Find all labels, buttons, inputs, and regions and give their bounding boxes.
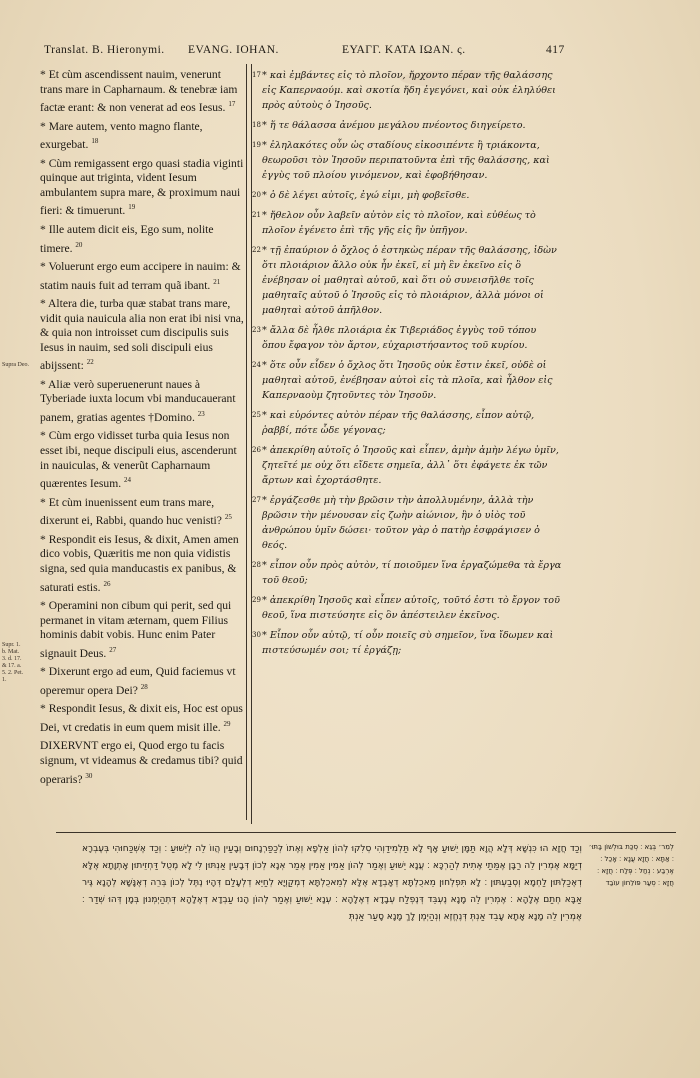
page-number: 417 bbox=[546, 44, 565, 56]
greek-verse bbox=[252, 443, 562, 488]
greek-verse-text: * ὅτε οὖν εἶδεν ὁ ὄχλος ὅτι Ἰησοῦς οὐκ ἔστιν ἐκεῖ, οὐδὲ οἱ μαθηταὶ αὐτοῦ, ἐνέβησαν αὐτοὶ εἰς τὰ πλοῖα, καὶ ἦλθον εἰς Καπερναοὺμ ζητοῦντες τὸν Ἰησοῦν. bbox=[262, 360, 553, 401]
greek-verse bbox=[252, 188, 562, 203]
verse-number: 20 bbox=[75, 240, 83, 249]
verse-number: 28 bbox=[140, 682, 148, 691]
greek-verse bbox=[252, 118, 562, 133]
verse-number: 20 bbox=[252, 191, 261, 199]
latin-verse bbox=[40, 702, 245, 735]
latin-verse-text: * Mare autem, vento magno flante, exurgebat. bbox=[40, 119, 203, 152]
greek-verse-text: * ἀπεκρίθη Ἰησοῦς καὶ εἶπεν αὐτοῖς, τοῦτό ἐστι τὸ ἔργον τοῦ θεοῦ, ἵνα πιστεύσητε εἰς ὃν ἀπέστειλεν ἐκεῖνος. bbox=[262, 595, 560, 621]
greek-verse bbox=[252, 243, 562, 318]
verse-number: 19 bbox=[252, 141, 261, 149]
header-gospel-greek: ΕΥΑΓΓ. ΚΑΤΑ ΙΩΑΝ. ς. bbox=[342, 44, 466, 56]
latin-verse-text: * Voluerunt ergo eum accipere in nauim: & statim nauis fuit ad terram quã ibant. bbox=[40, 259, 241, 292]
margin-gloss-references: Supr. 1. b. Mat. 3. d. 17. & 17. a. 5. 2. Pet. 1. bbox=[2, 642, 24, 683]
greek-verse-text: * Εἶπον οὖν αὐτῷ, τί οὖν ποιεῖς σὺ σημεῖον, ἵνα ἴδωμεν καὶ πιστεύσωμέν σοι; τί ἐργάζῃ; bbox=[262, 630, 554, 656]
verse-number: 24 bbox=[252, 361, 261, 369]
verse-number: 21 bbox=[213, 277, 221, 286]
latin-verse bbox=[40, 496, 245, 529]
aramaic-gloss: לְמִר׳ בְּגֵא ׃ סְכַּת בּוּלְשׁוֹן בַּתּוּ׳ ׃ אַתָּא ׃ חֲזָא עֲנָא ׃ אָכַל ׃ אֶרְבַע ׃ נְחַל ׃ פְּלַח ׃ חֲזָא ׃ חֲזָא ׃ סְעַר פּוֹלֵחוֹן עוֹבַד bbox=[588, 843, 674, 887]
greek-verse-text: * ἐληλακότες οὖν ὡς σταδίους εἰκοσιπέντε ἢ τριάκοντα, θεωροῦσι τὸν Ἰησοῦν περιπατοῦντα ἐπὶ τῆς θαλάσσης, καὶ ἐγγὺς τοῦ πλοίου γινόμενον, καὶ ἐφοβήθησαν. bbox=[262, 140, 550, 181]
latin-verse-text: * Et cùm ascendissent nauim, venerunt trans mare in Capharnaum. & tenebræ iam factæ erant: & non venerat ad eos Iesus. bbox=[40, 68, 238, 115]
greek-verse bbox=[252, 208, 562, 238]
latin-verse-text: * Dixerunt ergo ad eum, Quid faciemus vt operemur opera Dei? bbox=[40, 665, 236, 697]
verse-number: 29 bbox=[252, 596, 261, 604]
verse-number: 23 bbox=[252, 326, 261, 334]
latin-verse-text: * Et cùm inuenissent eum trans mare, dixerunt ei, Rabbi, quando huc venisti? bbox=[40, 495, 222, 528]
verse-number: 27 bbox=[252, 496, 261, 504]
latin-verse bbox=[40, 533, 245, 595]
latin-verse-text: * Aliæ verò superuenerunt naues à Tyberiade iuxta locum vbi manducauerant panem, gratias agentes †Domino. bbox=[40, 377, 236, 424]
greek-verse bbox=[252, 358, 562, 403]
verse-number: 29 bbox=[223, 719, 231, 728]
latin-verse bbox=[40, 260, 245, 293]
greek-verse bbox=[252, 408, 562, 438]
greek-verse-text: * τῇ ἐπαύριον ὁ ὄχλος ὁ ἑστηκὼς πέραν τῆς θαλάσσης, ἰδὼν ὅτι πλοιάριον ἄλλο οὐκ ἦν ἐκεῖ, εἰ μὴ ἓν ἐκεῖνο εἰς ὃ ἐνέβησαν οἱ μαθηταὶ αὐτοῦ, καὶ ὅτι οὐ συνεισῆλθε τοῖς μαθηταῖς αὐτοῦ ὁ Ἰησοῦς εἰς τὸ πλοιάριον, ἀλλὰ μόνοι οἱ μαθηταὶ αὐτοῦ ἀπῆλθον. bbox=[262, 245, 557, 316]
greek-verse-text: * ἄλλα δὲ ἦλθε πλοιάρια ἐκ Τιβεριάδος ἐγγὺς τοῦ τόπου ὅπου ἔφαγον τὸν ἄρτον, εὐχαριστήσαντος τοῦ κυρίου. bbox=[262, 325, 537, 351]
verse-number: 18 bbox=[252, 121, 261, 129]
verse-number: 17 bbox=[252, 71, 261, 79]
verse-number: 30 bbox=[252, 631, 261, 639]
greek-verse-text: * καὶ εὑρόντες αὐτὸν πέραν τῆς θαλάσσης, εἶπον αὐτῷ, ῥαββί, πότε ὧδε γέγονας; bbox=[262, 410, 535, 436]
margin-gloss-deo: Supra Deo. bbox=[2, 362, 29, 368]
verse-number: 30 bbox=[85, 771, 93, 780]
verse-number: 27 bbox=[109, 645, 117, 654]
verse-number: 19 bbox=[128, 203, 136, 212]
verse-number: 18 bbox=[91, 137, 99, 146]
greek-verse-text: * εἶπον οὖν πρὸς αὐτὸν, τί ποιοῦμεν ἵνα ἐργαζώμεθα τὰ ἔργα τοῦ θεοῦ; bbox=[262, 560, 562, 586]
header-translation: Translat. B. Hieronymi. bbox=[44, 44, 165, 56]
latin-verse bbox=[40, 68, 245, 116]
greek-verse bbox=[252, 68, 562, 113]
latin-verse bbox=[40, 599, 245, 661]
greek-verse-text: * ἀπεκρίθη αὐτοῖς ὁ Ἰησοῦς καὶ εἶπεν, ἀμὴν ἀμὴν λέγω ὑμῖν, ζητεῖτέ με οὐχ ὅτι εἴδετε σημεῖα, ἀλλ᾽ ὅτι ἐφάγετε ἐκ τῶν ἄρτων καὶ ἐχορτάσθητε. bbox=[262, 445, 559, 486]
latin-verse bbox=[40, 120, 245, 153]
greek-verse bbox=[252, 593, 562, 623]
verse-number: 21 bbox=[252, 211, 261, 219]
verse-number: 25 bbox=[252, 411, 261, 419]
latin-column bbox=[40, 68, 245, 791]
latin-verse-text: * Cùm remigassent ergo quasi stadia viginti quinque aut triginta, vident Iesum ambulantem supra mare, & proximum naui fieri: & timuerunt. bbox=[40, 156, 244, 218]
verse-number: 26 bbox=[103, 579, 111, 588]
latin-verse bbox=[40, 429, 245, 491]
latin-verse bbox=[40, 157, 245, 219]
greek-verse bbox=[252, 138, 562, 183]
latin-verse bbox=[40, 223, 245, 256]
greek-column bbox=[252, 68, 562, 663]
verse-number: 23 bbox=[197, 410, 205, 419]
latin-verse-text: * Altera die, turba quæ stabat trans mare, vidit quia nauicula alia non erat ibi nisi vna, & quia non introisset cum discipulis suis Iesus in nauim, sed soli discipuli eius abijssent: bbox=[40, 297, 244, 373]
verse-number: 17 bbox=[228, 100, 236, 109]
column-rule-left bbox=[246, 64, 247, 820]
header-gospel-latin: EVANG. IOHAN. bbox=[188, 44, 279, 56]
latin-verse bbox=[40, 378, 245, 426]
greek-verse bbox=[252, 323, 562, 353]
verse-number: 28 bbox=[252, 561, 261, 569]
greek-verse-text: * ἐργάζεσθε μὴ τὴν βρῶσιν τὴν ἀπολλυμένην, ἀλλὰ τὴν βρῶσιν τὴν μένουσαν εἰς ζωὴν αἰώνιον, ἣν ὁ υἱὸς τοῦ ἀνθρώπου ὑμῖν δώσει· τοῦτον γὰρ ὁ πατὴρ ἐσφράγισεν ὁ θεός. bbox=[262, 495, 540, 551]
latin-verse-text: * Operamini non cibum qui perit, sed qui permanet in vitam æternam, quem Filius hominis dabit vobis. Hunc enim Pater signauit Deus. bbox=[40, 599, 232, 660]
latin-verse bbox=[40, 739, 245, 787]
greek-verse-text: * ἥ τε θάλασσα ἀνέμου μεγάλου πνέοντος διηγείρετο. bbox=[262, 120, 526, 131]
verse-number: 24 bbox=[124, 476, 132, 485]
latin-verse bbox=[40, 297, 245, 374]
verse-number: 26 bbox=[252, 446, 261, 454]
latin-verse-text: * Cùm ergo vidisset turba quia Iesus non esset ibi, neque discipuli eius, ascenderunt in nauiculas, & venerũt Capharnaum quærentes Iesum. bbox=[40, 429, 237, 491]
latin-verse bbox=[40, 665, 245, 698]
greek-verse-text: * καὶ ἐμβάντες εἰς τὸ πλοῖον, ἤρχοντο πέραν τῆς θαλάσσης εἰς Καπερναούμ. καὶ σκοτία ἤδη ἐγεγόνει, καὶ οὐκ ἐληλύθει πρὸς αὐτοὺς ὁ Ἰησοῦς. bbox=[262, 70, 556, 111]
latin-verse-text: * Respondit eis Iesus, & dixit, Amen amen dico vobis, Quæritis me non quia vidistis signa, sed quia manducastis ex panibus, & saturati estis. bbox=[40, 532, 239, 594]
latin-verse-text: DIXERVNT ergo ei, Quod ergo tu facis signum, vt videamus & credamus tibi? quid operaris? bbox=[40, 739, 243, 786]
verse-number: 22 bbox=[252, 246, 261, 254]
verse-number: 22 bbox=[86, 358, 94, 367]
greek-verse-text: * ἤθελον οὖν λαβεῖν αὐτὸν εἰς τὸ πλοῖον, καὶ εὐθέως τὸ πλοῖον ἐγένετο ἐπὶ τῆς γῆς εἰς ἣν ὑπῆγον. bbox=[262, 210, 536, 236]
latin-verse-text: * Ille autem dicit eis, Ego sum, nolite timere. bbox=[40, 222, 214, 255]
greek-verse bbox=[252, 558, 562, 588]
verse-number: 25 bbox=[224, 513, 232, 522]
greek-verse-text: * ὁ δὲ λέγει αὐτοῖς, ἐγώ εἰμι, μὴ φοβεῖσθε. bbox=[262, 190, 470, 201]
greek-verse bbox=[252, 628, 562, 658]
greek-verse bbox=[252, 493, 562, 553]
latin-verse-text: * Respondit Iesus, & dixit eis, Hoc est opus Dei, vt credatis in eum quem misit ille. bbox=[40, 702, 243, 734]
aramaic-text: וְכַד חֲזָא הוּ כִּנְשָׁא דְּלָא הֲוָא תַּמָּן יֵשׁוּעַ אָף לָא תַּלְמִידַוְהִי סְלִקוּ לְהוֹן אַלְפָא וְאֶתוֹ לְכַפַרְנָחוּם וְבָעַין הֲווֹ לֵה לְיֵשׁוּעַ ׃ וְכַד אֶשְׁכַּחוּהִי בְּעֶבְרָא דְיַמָּא אֶמְרִין לֵה רַבָּן אֶמַּתַי אֶתִית לְהַרְכָּא ׃ עֲנָא יֵשׁוּעַ וְאֶמַר לְהוֹן אַמִין אַמִין אֶמַר אְנָא לְכוֹן דְּבָעֵין אַנְתּוּן לִי לָא מֶטֻל דַּחְזֵיתוּן אָתְוָתָא אֶלָּא דְאֶכַלְתּוּן לַחְמָא וְסְבַעְתּוּן ׃ לָא תִּפְלְחוּן מֵאכֻלְתָּא דְאָבְדָא אֶלָּא לְמֵאכֻלְתָּא דְמְקַוְיָא לְחַיֵּא דְלְעָלַם דְּהָיוּ נֶתֶּל לְכוֹן בְּרֵה דְאֶנָּשָׁא לְהָנָא גֶּיר אַבָּא חְתַם אֶלָהָא ׃ אֶמְרִין לֵה מָנָא נֶעְבֵּד דְּנֶפְלַח עְבָדָא דְאֶלָהָא ׃ עְנָא יֵשׁוּעַ וְאֶמַר לְהוֹן הָנוּ עַבְדָא דְאֶלָהָא דְּתְהַיְמְנוּן בְּמָן דְּהוּ שְׁדַר ׃ אֶמְרִין לֵה מָנָא אָתָא עָבֵד אַנְתְּ דְּנֶחֱזֶא וְנְהַיְמֶן לָךְ מָנָא סָעַר אַנְתְּ bbox=[82, 844, 582, 922]
aramaic-section bbox=[56, 832, 676, 943]
